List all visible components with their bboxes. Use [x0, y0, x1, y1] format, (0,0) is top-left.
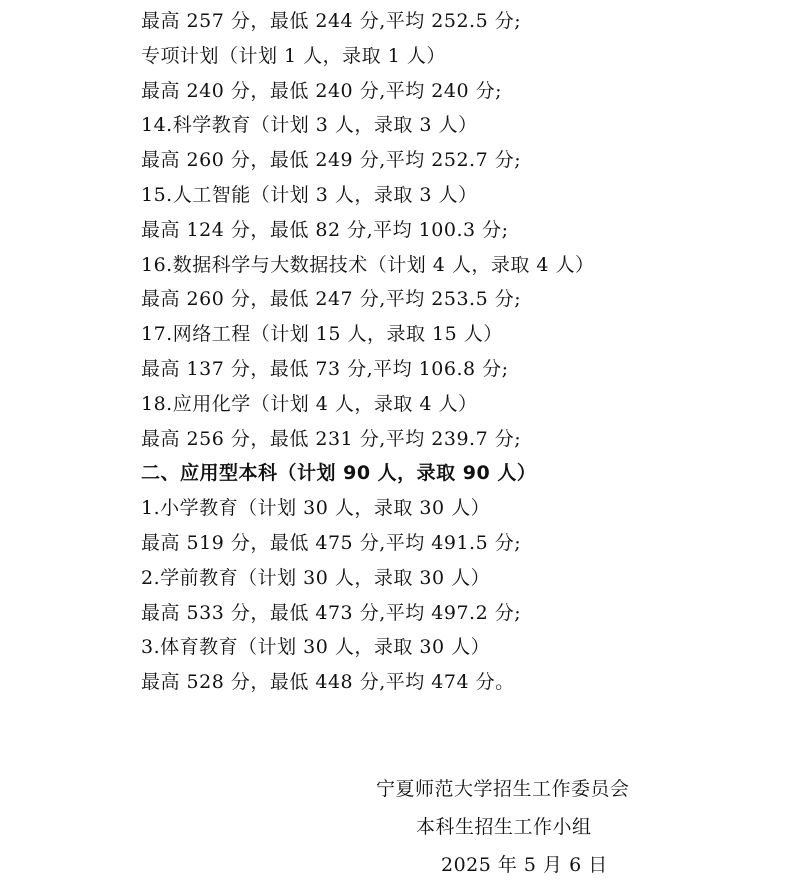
text-line: 最高 260 分，最低 247 分,平均 253.5 分;: [141, 288, 522, 311]
text-line: 最高 528 分，最低 448 分,平均 474 分。: [141, 671, 515, 694]
signature-group: 本科生招生工作小组: [416, 816, 592, 838]
text-line: 1.小学教育（计划 30 人，录取 30 人）: [141, 497, 491, 520]
text-line: 18.应用化学（计划 4 人，录取 4 人）: [141, 392, 478, 415]
text-line: 最高 257 分，最低 244 分,平均 252.5 分;: [141, 10, 522, 32]
text-line: 最高 124 分，最低 82 分,平均 100.3 分;: [141, 218, 509, 241]
text-line: 最高 240 分，最低 240 分,平均 240 分;: [141, 79, 502, 102]
text-line: 最高 260 分，最低 249 分,平均 252.7 分;: [141, 149, 522, 172]
text-line: 14.科学教育（计划 3 人，录取 3 人）: [141, 114, 478, 137]
text-line: 2.学前教育（计划 30 人，录取 30 人）: [141, 566, 491, 589]
admission-score-list: [141, 4, 781, 700]
text-line: 17.网络工程（计划 15 人，录取 15 人）: [141, 323, 503, 346]
signature-date: 2025 年 5 月 6 日: [441, 854, 608, 876]
text-line: 专项计划（计划 1 人，录取 1 人）: [141, 44, 446, 67]
signature-organization: 宁夏师范大学招生工作委员会: [376, 778, 630, 800]
section-heading: 二、应用型本科（计划 90 人，录取 90 人）: [141, 462, 537, 485]
text-line: 最高 256 分，最低 231 分,平均 239.7 分;: [141, 427, 522, 450]
text-line: 15.人工智能（计划 3 人，录取 3 人）: [141, 183, 478, 206]
text-line: 3.体育教育（计划 30 人，录取 30 人）: [141, 636, 491, 659]
text-line: 最高 533 分，最低 473 分,平均 497.2 分;: [141, 601, 522, 624]
text-line: 最高 519 分，最低 475 分,平均 491.5 分;: [141, 531, 522, 554]
text-line: 最高 137 分，最低 73 分,平均 106.8 分;: [141, 357, 509, 380]
text-line: 16.数据科学与大数据技术（计划 4 人，录取 4 人）: [141, 253, 595, 276]
